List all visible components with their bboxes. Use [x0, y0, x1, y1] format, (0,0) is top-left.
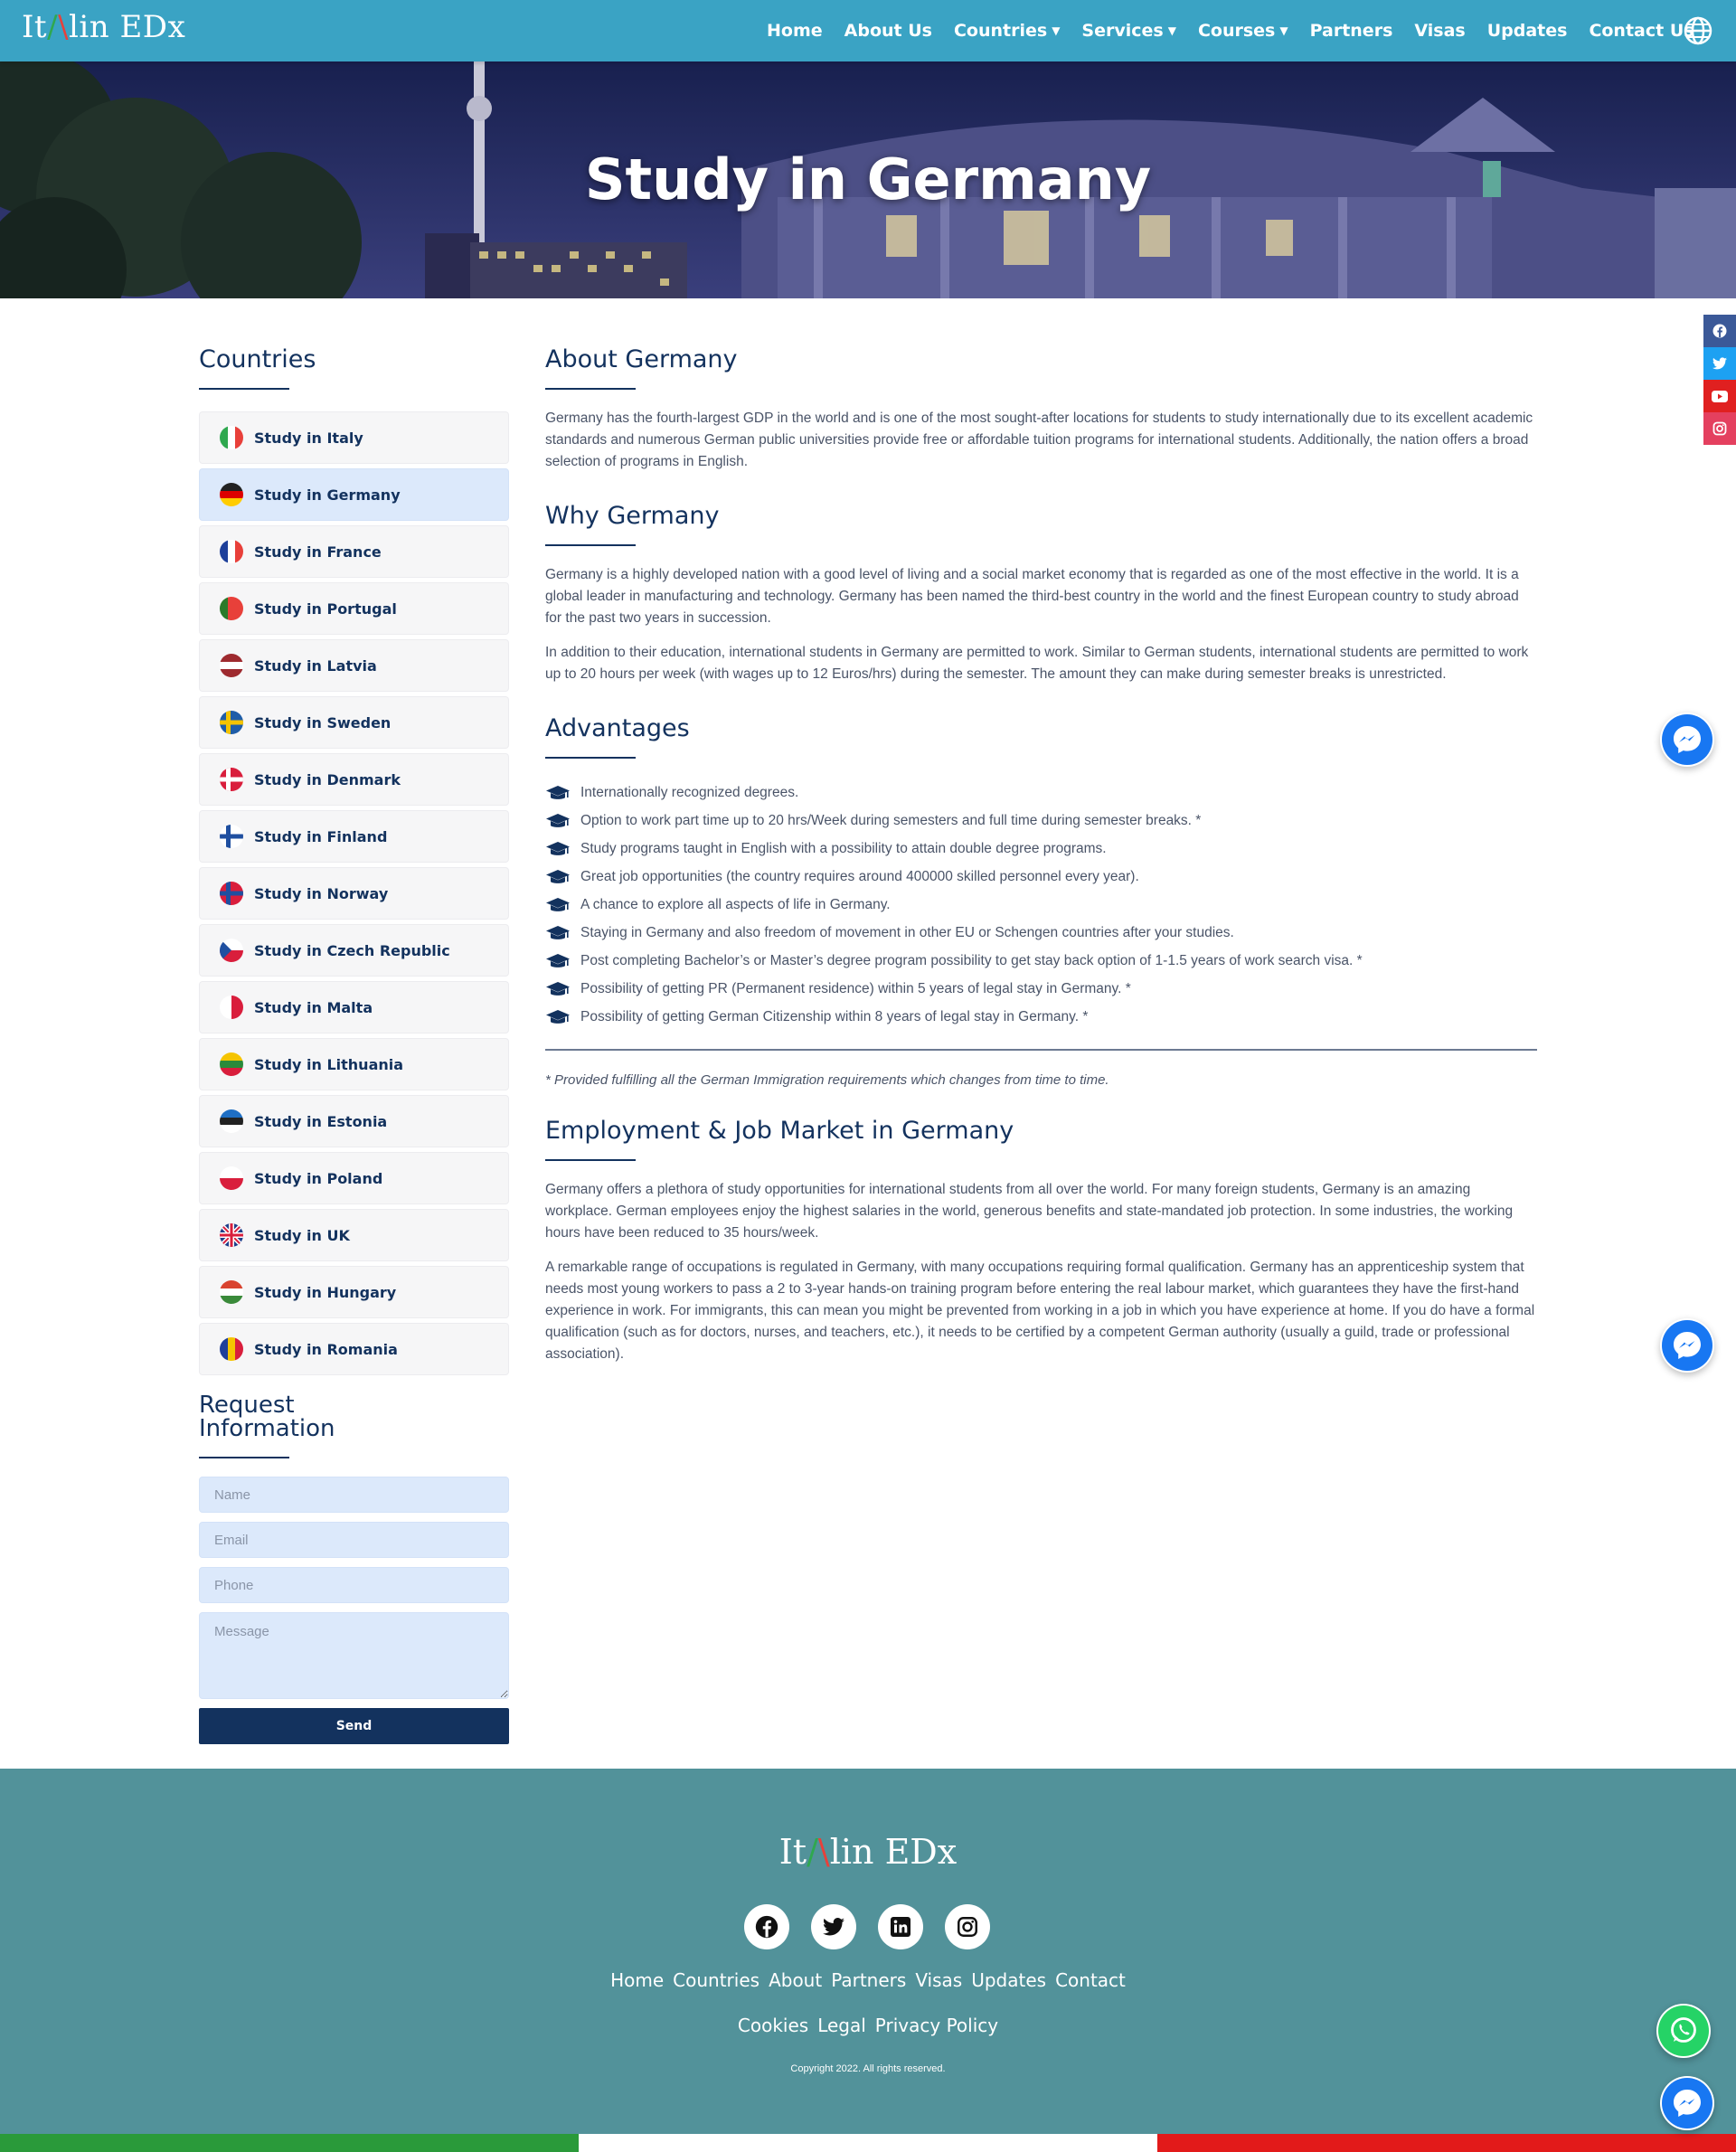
messenger-icon: [1660, 2076, 1714, 2130]
youtube-icon[interactable]: [1703, 380, 1736, 412]
country-label: Study in Germany: [254, 486, 401, 504]
norway-flag-icon: [220, 882, 243, 905]
list-item: [545, 835, 1537, 863]
graduation-cap-icon: [545, 925, 571, 941]
logo-text-end: lin EDx: [69, 9, 186, 45]
nav-item-label: Countries: [953, 21, 1048, 41]
graduation-cap-icon: [545, 841, 571, 857]
list-item: [545, 947, 1537, 975]
footer-link-visas[interactable]: Visas: [915, 1969, 963, 1991]
twitter-icon[interactable]: [1703, 347, 1736, 380]
country-label: Study in Portugal: [254, 599, 397, 618]
divider: [545, 1049, 1537, 1051]
footer-link-privacy-policy[interactable]: Privacy Policy: [874, 2015, 999, 2036]
logo-mark-green: /: [807, 1832, 818, 1872]
messenger-icon: [1660, 1318, 1714, 1373]
employment-text-2: A remarkable range of occupations is regulated in Germany, with many occupations requiring formal qualification. Germany has an apprenticeship system that needs most young workers to pass a 2 to 3-year hands-on training program before entering the real labour market, which guarantees they have the first-hand experience in work. For immigrants, this can mean you might be prevented from working in a job in which you have experience at home. If you do have a formal qualification (such as for doctors, nurses, and teachers, etc.), it needs to be certified by a competent German authority (usually a guild, trade or professional association).: [545, 1259, 1535, 1362]
country-item-norway[interactable]: [199, 867, 509, 920]
nav-item-courses[interactable]: [1187, 21, 1299, 41]
page-title: Study in Germany: [584, 146, 1152, 212]
uk-flag-icon: [220, 1223, 243, 1247]
country-item-france[interactable]: [199, 525, 509, 578]
country-label: Study in Hungary: [254, 1283, 397, 1301]
country-item-hungary[interactable]: [199, 1266, 509, 1318]
logo-text-start: It: [778, 1832, 807, 1872]
graduation-cap-icon: [545, 953, 571, 969]
logo-text-start: It: [22, 9, 48, 45]
denmark-flag-icon: [220, 768, 243, 791]
flag-band-white: [579, 2134, 1157, 2152]
country-item-denmark[interactable]: [199, 753, 509, 806]
whatsapp-chat-button[interactable]: [1656, 2004, 1711, 2058]
countries-heading: Countries: [199, 345, 316, 373]
nav-item-services[interactable]: [1071, 21, 1187, 41]
list-item: [545, 975, 1537, 1003]
country-item-latvia[interactable]: [199, 639, 509, 692]
italy-flag-icon: [220, 426, 243, 449]
country-item-lithuania[interactable]: [199, 1038, 509, 1090]
country-item-romania[interactable]: [199, 1323, 509, 1375]
request-info-heading: [199, 1393, 509, 1440]
nav-item-countries[interactable]: [943, 21, 1071, 41]
country-label: Study in Lithuania: [254, 1055, 404, 1073]
country-label: Study in Finland: [254, 827, 388, 845]
flag-band-green: [0, 2134, 579, 2152]
country-list: [199, 411, 509, 1375]
advantage-text: Possibility of getting German Citizenship within 8 years of legal stay in Germany. *: [580, 1008, 1089, 1024]
country-label: Study in UK: [254, 1226, 350, 1244]
employment-text-1: Germany offers a plethora of study opportunities for international students from all over the world. For many foreign students, Germany is an amazing workplace. German employees enjoy the highest salaries in the world, generous benefits and state-mandated job protection. In some industries, the working hours have been reduced to 35 hours/week.: [545, 1181, 1514, 1241]
message-field[interactable]: [199, 1612, 509, 1699]
hero-banner: [0, 61, 1736, 298]
country-item-germany[interactable]: [199, 468, 509, 521]
facebook-icon[interactable]: [1703, 315, 1736, 347]
advantage-text: A chance to explore all aspects of life in Germany.: [580, 896, 891, 912]
footer-link-cookies[interactable]: Cookies: [737, 2015, 809, 2036]
country-label: Study in Sweden: [254, 713, 392, 731]
heading-underline: [199, 1457, 289, 1458]
request-info-section: [199, 1393, 509, 1744]
country-item-finland[interactable]: [199, 810, 509, 863]
nav-item-label: Courses: [1197, 21, 1276, 41]
malta-flag-icon: [220, 996, 243, 1019]
footer-link-updates[interactable]: Updates: [971, 1969, 1047, 1991]
nav-item-updates[interactable]: [1477, 21, 1579, 41]
country-label: Study in Denmark: [254, 770, 401, 788]
name-field[interactable]: [199, 1477, 509, 1513]
nav-item-partners[interactable]: [1299, 21, 1404, 41]
country-item-malta[interactable]: [199, 981, 509, 1034]
site-header: [0, 0, 1736, 61]
czech-republic-flag-icon: [220, 939, 243, 962]
heading-underline: [199, 388, 289, 390]
advantage-text: Post completing Bachelor’s or Master’s degree program possibility to get stay back option of 1-1.5 years of work search visa. *: [580, 952, 1363, 968]
country-item-portugal[interactable]: [199, 582, 509, 635]
instagram-icon[interactable]: [945, 1904, 990, 1949]
nav-item-label: Updates: [1486, 21, 1568, 41]
advantage-text: Staying in Germany and also freedom of movement in other EU or Schengen countries after your studies.: [580, 924, 1234, 940]
advantage-text: Internationally recognized degrees.: [580, 784, 799, 800]
instagram-icon[interactable]: [1703, 412, 1736, 445]
graduation-cap-icon: [545, 1009, 571, 1025]
request-heading-line1: Request: [199, 1392, 295, 1419]
nav-item-label: Home: [767, 21, 823, 41]
portugal-flag-icon: [220, 597, 243, 620]
graduation-cap-icon: [545, 981, 571, 997]
list-item: [545, 807, 1537, 835]
list-item: [545, 891, 1537, 919]
footer-logo[interactable]: [0, 1832, 1736, 1872]
nav-item-label: About Us: [844, 21, 932, 41]
country-label: Study in Poland: [254, 1169, 383, 1187]
romania-flag-icon: [220, 1337, 243, 1361]
country-item-sweden[interactable]: [199, 696, 509, 749]
france-flag-icon: [220, 540, 243, 563]
country-label: Study in Czech Republic: [254, 941, 450, 959]
why-text-1: Germany is a highly developed nation with a good level of living and a social market economy that is regarded as one of the most effective in the world. It is a global leader in manufacturing and technology. Germany has been named the third-best country in the world and the finest European country to study abroad for the past two years in succession.: [545, 567, 1519, 626]
footer-link-contact[interactable]: Contact: [1055, 1969, 1126, 1991]
country-label: Study in Norway: [254, 884, 389, 902]
graduation-cap-icon: [545, 785, 571, 801]
footer-link-countries[interactable]: Countries: [673, 1969, 760, 1991]
country-item-czech-republic[interactable]: [199, 924, 509, 977]
why-text-2: In addition to their education, international students in Germany are permitted to work. Similar to German students, international students are permitted to work up to 20 hours per week (with wages up to 12 Euros/hrs) during the semester. The amount they can make during semester breaks is unrestricted.: [545, 645, 1529, 682]
advantage-text: Possibility of getting PR (Permanent residence) within 5 years of legal stay in Germany. *: [580, 980, 1131, 996]
footnote: * Provided fulfilling all the German Immigration requirements which changes from time to time.: [545, 1071, 1109, 1088]
germany-flag-icon: [220, 483, 243, 506]
footer-social: [744, 1904, 990, 1949]
nav-item-label: Services: [1081, 21, 1164, 41]
chevron-down-icon: ▼: [1167, 24, 1176, 37]
messenger-chat-button-3[interactable]: [1660, 2076, 1714, 2130]
lithuania-flag-icon: [220, 1052, 243, 1076]
site-footer: [0, 1769, 1736, 2134]
graduation-cap-icon: [545, 897, 571, 913]
nav-item-about-us[interactable]: [834, 21, 943, 41]
nav-item-label: Visas: [1414, 21, 1466, 41]
send-button[interactable]: Send: [199, 1708, 509, 1744]
nav-item-visas[interactable]: [1403, 21, 1476, 41]
heading-underline: [545, 757, 636, 759]
footer-nav: [0, 1969, 1736, 1991]
advantages-list: [545, 779, 1537, 1031]
country-label: Study in Latvia: [254, 656, 377, 675]
country-label: Study in Romania: [254, 1340, 398, 1358]
country-label: Study in Italy: [254, 429, 363, 447]
list-item: [545, 863, 1537, 891]
country-item-italy[interactable]: [199, 411, 509, 464]
country-item-poland[interactable]: [199, 1152, 509, 1204]
messenger-icon: [1660, 713, 1714, 767]
country-label: Study in France: [254, 543, 382, 561]
hungary-flag-icon: [220, 1280, 243, 1304]
graduation-cap-icon: [545, 813, 571, 829]
request-heading-line2: Information: [199, 1415, 335, 1442]
country-item-estonia[interactable]: [199, 1095, 509, 1147]
advantage-text: Study programs taught in English with a possibility to attain double degree programs.: [580, 840, 1107, 856]
flag-band-red: [1157, 2134, 1736, 2152]
about-text: Germany has the fourth-largest GDP in the world and is one of the most sought-after locations for students to study internationally due to its excellent academic standards and numerous German public universities provide free or affordable tuition programs for international students. Additionally, the nation offers a broad selection of programs in English.: [545, 411, 1533, 469]
globe-icon[interactable]: [1682, 14, 1714, 47]
list-item: [545, 1003, 1537, 1031]
advantage-text: Great job opportunities (the country requires around 400000 skilled personnel every year).: [580, 868, 1139, 884]
messenger-chat-button-2[interactable]: [1660, 1318, 1714, 1373]
sidebar: [199, 347, 509, 1744]
email-field[interactable]: [199, 1522, 509, 1558]
about-heading: About Germany: [545, 345, 738, 373]
footer-legal-nav: [0, 2015, 1736, 2036]
phone-field[interactable]: [199, 1567, 509, 1603]
estonia-flag-icon: [220, 1109, 243, 1133]
main-nav: [756, 0, 1705, 61]
messenger-chat-button[interactable]: [1660, 713, 1714, 767]
facebook-icon[interactable]: [744, 1904, 789, 1949]
footer-link-about[interactable]: About: [769, 1969, 823, 1991]
heading-underline: [545, 388, 636, 390]
employment-heading: Employment & Job Market in Germany: [545, 1116, 1014, 1145]
footer-link-home[interactable]: Home: [610, 1969, 665, 1991]
italian-flag-band: [0, 2134, 1736, 2152]
advantage-text: Option to work part time up to 20 hrs/Week during semesters and full time during semester breaks. *: [580, 812, 1202, 828]
country-label: Study in Malta: [254, 998, 373, 1016]
logo-mark-red: \: [817, 1832, 830, 1872]
nav-item-label: Contact Us: [1589, 21, 1694, 41]
advantages-heading: Advantages: [545, 714, 690, 742]
logo-mark-green: /: [47, 9, 59, 45]
nav-item-label: Partners: [1309, 21, 1393, 41]
list-item: [545, 779, 1537, 807]
chevron-down-icon: ▼: [1052, 24, 1061, 37]
whatsapp-icon: [1656, 2004, 1711, 2058]
latvia-flag-icon: [220, 654, 243, 677]
why-heading: Why Germany: [545, 502, 720, 530]
heading-underline: [545, 1159, 636, 1161]
list-item: [545, 919, 1537, 947]
footer-link-partners[interactable]: Partners: [831, 1969, 907, 1991]
site-logo[interactable]: [22, 9, 185, 45]
poland-flag-icon: [220, 1166, 243, 1190]
heading-underline: [545, 544, 636, 546]
country-label: Study in Estonia: [254, 1112, 388, 1130]
finland-flag-icon: [220, 825, 243, 848]
nav-item-home[interactable]: [756, 21, 834, 41]
copyright-text: Copyright 2022. All rights reserved.: [790, 2063, 946, 2074]
twitter-icon[interactable]: [811, 1904, 856, 1949]
logo-mark-red: \: [58, 9, 70, 45]
sweden-flag-icon: [220, 711, 243, 734]
logo-text-end: lin EDx: [829, 1832, 958, 1872]
main-content: [545, 347, 1537, 1365]
social-sidebar: [1703, 315, 1736, 445]
linkedin-icon[interactable]: [878, 1904, 923, 1949]
chevron-down-icon: ▼: [1279, 24, 1288, 37]
graduation-cap-icon: [545, 869, 571, 885]
request-form: [199, 1477, 509, 1744]
country-item-uk[interactable]: [199, 1209, 509, 1261]
footer-link-legal[interactable]: Legal: [817, 2015, 866, 2036]
